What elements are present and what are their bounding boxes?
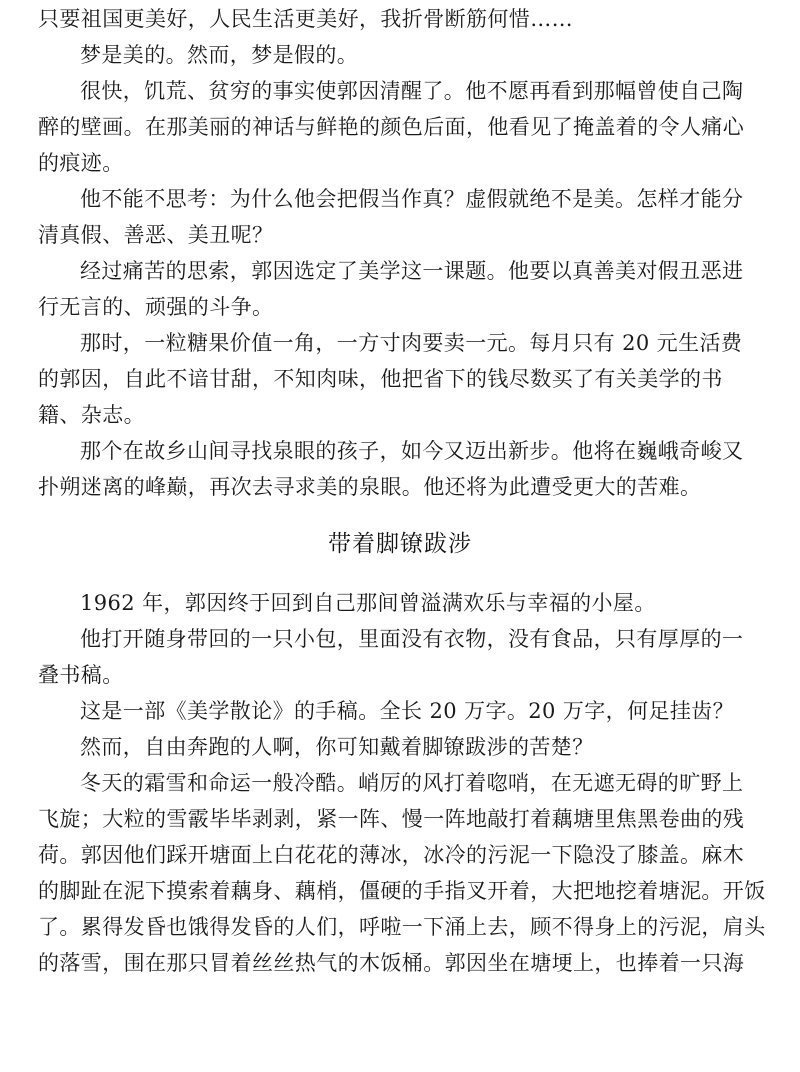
text-line: 梦是美的。然而，梦是假的。 — [80, 43, 359, 67]
text-line: 扑朔迷离的峰巅，再次去寻求美的泉眼。他还将为此遭受更大的苦难。 — [38, 475, 702, 499]
text-line: 这是一部《美学散论》的手稿。全长 20 万字。20 万字，何足挂齿？ — [80, 699, 735, 723]
text-line: 飞旋；大粒的雪霰毕毕剥剥，紧一阵、慢一阵地敲打着藕塘里焦黑卷曲的残 — [38, 807, 745, 831]
text-line: 那个在故乡山间寻找泉眼的孩子，如今又迈出新步。他将在巍峨奇峻又 — [80, 439, 744, 463]
text-line: 叠书稿。 — [38, 663, 124, 687]
text-line: 的落雪，围在那只冒着丝丝热气的木饭桶。郭因坐在塘埂上，也捧着一只海 — [38, 951, 745, 975]
text-line: 然而，自由奔跑的人啊，你可知戴着脚镣跋涉的苦楚？ — [80, 735, 594, 759]
text-line: 籍、杂志。 — [38, 403, 145, 427]
text-line: 冬天的霜雪和命运一般冷酷。峭厉的风打着唿哨，在无遮无碍的旷野上 — [80, 771, 744, 795]
section-heading: 带着脚镣跋涉 — [328, 531, 472, 557]
text-line: 只要祖国更美好，人民生活更美好，我折骨断筋何惜…… — [38, 7, 573, 31]
text-line: 的痕迹。 — [38, 151, 124, 175]
text-line: 行无言的、顽强的斗争。 — [38, 295, 274, 319]
text-line: 了。累得发昏也饿得发昏的人们，呼啦一下涌上去，顾不得身上的污泥，肩头 — [38, 915, 766, 939]
text-line: 很快，饥荒、贫穷的事实使郭因清醒了。他不愿再看到那幅曾使自己陶 — [80, 79, 744, 103]
text-line: 的脚趾在泥下摸索着藕身、藕梢，僵硬的手指叉开着，大把地挖着塘泥。开饭 — [38, 879, 766, 903]
text-line: 荷。郭因他们踩开塘面上白花花的薄冰，冰冷的污泥一下隐没了膝盖。麻木 — [38, 843, 745, 867]
text-line: 那时，一粒糖果价值一角，一方寸肉要卖一元。每月只有 20 元生活费 — [80, 331, 743, 355]
text-line: 1962 年，郭因终于回到自己那间曾溢满欢乐与幸福的小屋。 — [80, 591, 656, 615]
text-line: 他打开随身带回的一只小包，里面没有衣物，没有食品，只有厚厚的一 — [80, 627, 744, 651]
text-line: 醉的壁画。在那美丽的神话与鲜艳的颜色后面，他看见了掩盖着的令人痛心 — [38, 115, 745, 139]
text-line: 经过痛苦的思索，郭因选定了美学这一课题。他要以真善美对假丑恶进 — [80, 259, 744, 283]
text-line: 的郭因，自此不谙甘甜，不知肉味，他把省下的钱尽数买了有关美学的书 — [38, 367, 723, 391]
text-line: 清真假、善恶、美丑呢？ — [38, 223, 274, 247]
text-line: 他不能不思考：为什么他会把假当作真？虚假就绝不是美。怎样才能分 — [80, 187, 744, 211]
